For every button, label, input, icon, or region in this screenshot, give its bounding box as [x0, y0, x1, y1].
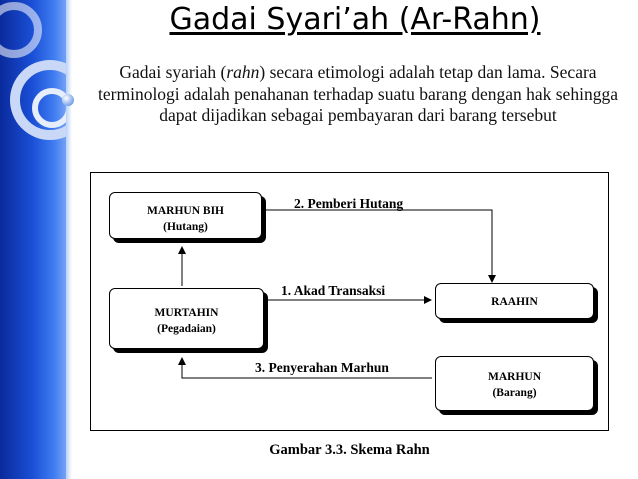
- desc-text-1: Gadai syariah (: [119, 62, 227, 82]
- desc-italic-term: rahn: [226, 62, 260, 82]
- box-marhun-subtitle: (Barang): [492, 387, 537, 399]
- box-raahin-title: RAAHIN: [491, 296, 538, 308]
- box-murtahin: [109, 288, 264, 349]
- label-penyerahan-marhun: 3. Penyerahan Marhun: [255, 360, 389, 375]
- box-murtahin-subtitle: (Pegadaian): [157, 323, 216, 335]
- box-marhun-bih-subtitle: (Hutang): [163, 221, 208, 233]
- arrow-pemberi-hutang: [264, 210, 492, 282]
- box-marhun-bih-title: MARHUN BIH: [147, 205, 224, 217]
- slide-title: Gadai Syari’ah (Ar-Rahn): [169, 2, 541, 37]
- box-raahin: [435, 283, 594, 319]
- label-pemberi-hutang: 2. Pemberi Hutang: [294, 196, 404, 211]
- box-marhun: [435, 356, 594, 411]
- box-marhun-title: MARHUN: [487, 371, 542, 383]
- figure-caption: Gambar 3.3. Skema Rahn: [269, 442, 430, 458]
- label-akad-transaksi: 1. Akad Transaksi: [281, 283, 386, 298]
- box-murtahin-title: MURTAHIN: [154, 307, 219, 319]
- desc-text-2: ) secara etimologi adalah tetap dan lama. Secara terminologi adalah penahanan terhadap suatu barang dengan hak sehingga dapat dijadikan sebagai pembayaran dari barang tersebut: [98, 62, 618, 125]
- box-marhun-bih: [109, 192, 262, 239]
